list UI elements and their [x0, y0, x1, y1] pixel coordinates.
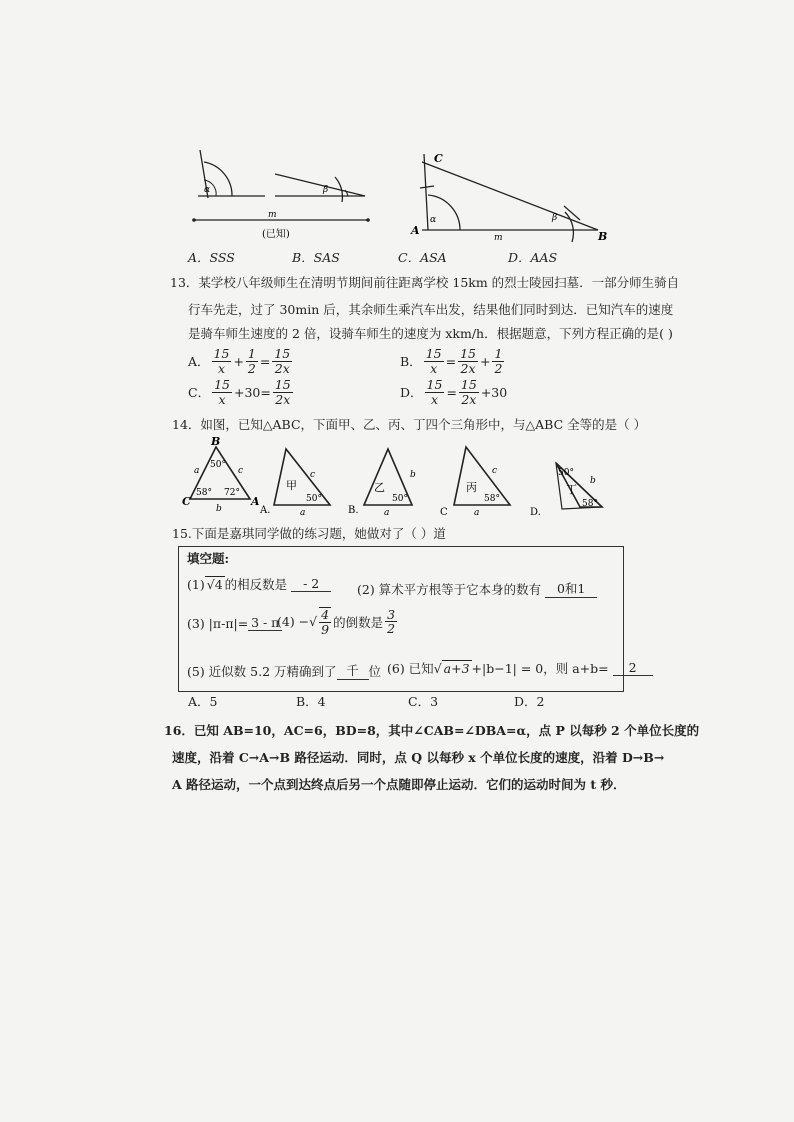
q12-option-c[interactable]: C．ASA	[398, 250, 447, 265]
q15-stem: 15.下面是嘉琪同学做的练习题，她做对了（ ）道	[172, 526, 446, 541]
q15-option-a[interactable]: A．5	[188, 694, 218, 709]
q15-exercise-box	[178, 546, 637, 692]
q15-answer-1: - 2	[291, 576, 331, 592]
abc-side-a: a	[194, 466, 200, 476]
q13-stem-line2: 行车先走，过了 30min 后，其余师生乘汽车出发，结果他们同时到达．已知汽车的速度	[188, 302, 674, 317]
label-C: C	[434, 152, 443, 165]
q13-option-d[interactable]: D． $\frac{15}{x}$ = $\frac{15}{2x}$ +30	[400, 377, 508, 407]
abc-side-b: b	[216, 504, 222, 514]
ding-angle-bottom: 58°	[582, 499, 598, 509]
beta-label: β	[323, 185, 329, 195]
q12-figure-right	[400, 148, 610, 243]
yi-option: B.	[348, 505, 359, 516]
q15-answer-5: 千	[337, 661, 369, 680]
bing-angle: 58°	[484, 494, 500, 504]
q13-stem-line3: 是骑车师生速度的 2 倍，设骑车师生的速度为 xkm/h．根据题意，下列方程正确的是( )	[188, 326, 673, 341]
beta-label: β	[552, 213, 558, 223]
jia-side-c: c	[310, 470, 316, 480]
jia-option: A.	[260, 505, 271, 516]
q14-figures	[178, 433, 618, 523]
q15-item-1: (1) √4 的相反数是 - 2	[187, 575, 331, 593]
yi-side-b: b	[410, 470, 416, 480]
q13-stem-line1: 13．某学校八年级师生在清明节期间前往距离学校 15km 的烈士陵园扫墓．一部分师生骑自	[170, 275, 680, 290]
q15-option-d[interactable]: D．2	[514, 694, 545, 709]
q15-item-3: (3) |π-π|= 3 - π	[187, 615, 282, 631]
q15-item-6: (6) 已知 √ a+3 +|b−1| = 0，则 a+b= 2	[387, 659, 653, 677]
bing-side-a: a	[474, 508, 480, 518]
q16-line1: 16．已知 AB=10，AC=6，BD=8，其中∠CAB=∠DBA=α，点 P 以每秒 2 个单位长度的	[164, 723, 700, 738]
abc-angle-right: 72°	[224, 488, 240, 498]
yi-name: 乙	[374, 481, 385, 494]
alpha-label: α	[430, 215, 437, 225]
q13-option-b[interactable]: B． $\frac{15}{x}$ = $\frac{15}{2x}$ + $\frac{1}{2}$	[400, 346, 503, 376]
q15-box-title: 填空题:	[187, 551, 230, 566]
q15-item-5: (5) 近似数 5.2 万精确到了 千 位	[187, 663, 382, 679]
abc-side-c: c	[238, 466, 244, 476]
ding-name: 丁	[566, 483, 577, 496]
q15-option-c[interactable]: C．3	[408, 694, 439, 709]
alpha-label: α	[204, 185, 211, 195]
q15-item-2: (2) 算术平方根等于它本身的数有 0和1	[357, 579, 597, 598]
q15-answer-2: 0和1	[545, 579, 597, 598]
q15-option-b[interactable]: B．4	[296, 694, 326, 709]
ding-side-b: b	[590, 476, 596, 486]
m-label-right: m	[494, 233, 503, 243]
abc-label-C: C	[182, 495, 191, 508]
ding-option: D.	[530, 507, 541, 518]
known-label: (已知)	[262, 229, 290, 240]
q15-item-4: (4) − √ $\frac{4}{9}$ 的倒数是 $\frac{3}{2}$	[277, 606, 396, 637]
bing-side-c: c	[492, 466, 498, 476]
q12-option-a[interactable]: A．SSS	[188, 250, 235, 265]
q16-line3: A 路径运动，一个点到达终点后另一个点随即停止运动．它们的运动时间为 t 秒．	[172, 777, 626, 792]
ding-angle-top: 50°	[558, 468, 574, 478]
q12-figure-left	[180, 140, 380, 245]
q13-option-a[interactable]: A． $\frac{15}{x}$ + $\frac{1}{2}$ = $\frac{15}{2x}$	[188, 346, 291, 376]
label-A: A	[411, 224, 420, 237]
q13-option-c[interactable]: C． $\frac{15}{x}$ +30 = $\frac{15}{2x}$	[188, 377, 291, 407]
q12-option-b[interactable]: B．SAS	[292, 250, 340, 265]
yi-side-a: a	[384, 508, 390, 518]
yi-angle: 50°	[392, 494, 408, 504]
q12-option-d[interactable]: D．AAS	[508, 250, 558, 265]
bing-option: C	[440, 507, 448, 518]
q15-answer-6: 2	[613, 660, 653, 676]
q15-answer-3: 3 - π	[248, 615, 282, 631]
q14-stem: 14．如图，已知△ABC，下面甲、乙、丙、丁四个三角形中，与△ABC 全等的是（ ）	[172, 417, 647, 432]
bing-name: 丙	[466, 481, 477, 494]
label-B: B	[598, 230, 608, 243]
m-label-left: m	[268, 210, 277, 220]
jia-name: 甲	[286, 479, 297, 492]
jia-angle: 50°	[306, 494, 322, 504]
abc-label-A: A	[251, 495, 260, 508]
abc-angle-left: 58°	[196, 488, 212, 498]
jia-side-a: a	[300, 508, 306, 518]
q16-line2: 速度，沿着 C→A→B 路径运动．同时，点 Q 以每秒 x 个单位长度的速度，沿着 D→B→	[172, 750, 665, 765]
abc-label-B: B	[211, 435, 221, 448]
abc-angle-top: 50°	[210, 460, 226, 470]
